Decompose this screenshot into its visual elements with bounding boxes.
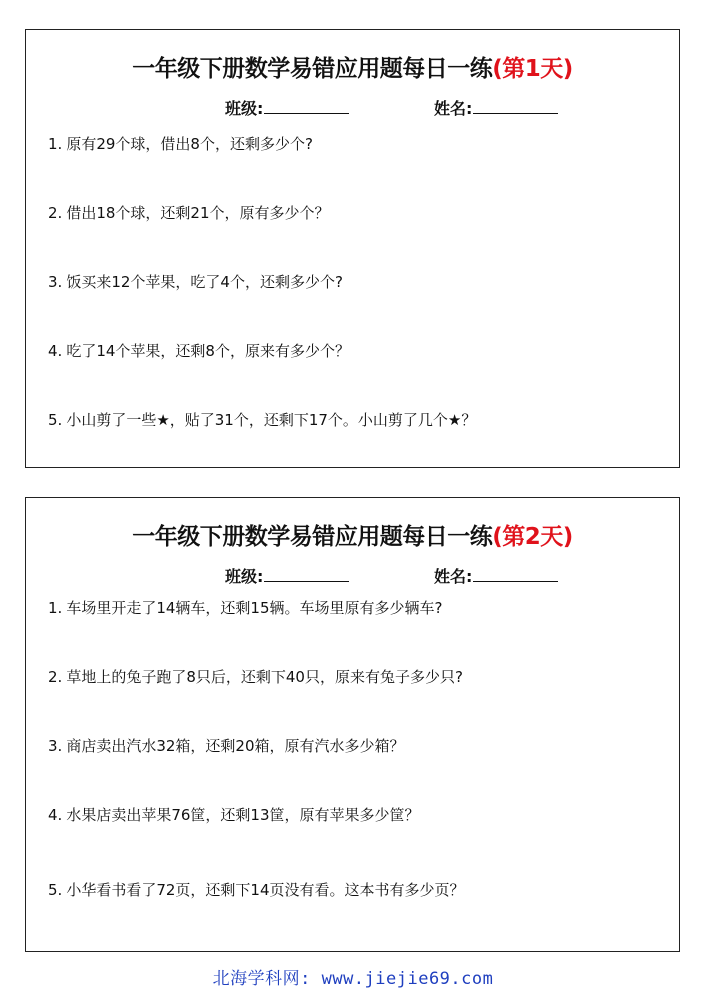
question-item (48, 879, 465, 900)
question-item (48, 271, 343, 292)
question-number: 2. (48, 204, 63, 222)
title-main: 一年级下册数学易错应用题每日一练 (132, 524, 493, 550)
name-label: 姓名: (434, 99, 473, 118)
student-info-row (26, 564, 679, 586)
question-number: 4. (48, 342, 63, 360)
class-field (225, 564, 349, 587)
question-text: 吃了14个苹果，还剩8个，原来有多少个？ (66, 342, 350, 360)
question-number: 5. (48, 881, 63, 899)
question-item (48, 340, 350, 361)
name-blank-line (473, 98, 558, 114)
class-field (225, 96, 349, 119)
title-day: (第1天) (492, 56, 573, 82)
question-number: 4. (48, 806, 63, 824)
question-item (48, 202, 330, 223)
question-number: 3. (48, 273, 63, 291)
question-number: 1. (48, 599, 63, 617)
question-number: 5. (48, 411, 63, 429)
name-label: 姓名: (434, 567, 473, 586)
worksheet-title (26, 50, 679, 83)
question-item (48, 666, 463, 687)
class-label: 班级: (225, 567, 264, 586)
question-item (48, 409, 476, 430)
question-text: 草地上的兔子跑了8只后，还剩下40只，原来有兔子多少只? (66, 668, 463, 686)
question-item (48, 735, 405, 756)
name-blank-line (473, 566, 558, 582)
question-item (48, 804, 420, 825)
question-text: 小山剪了一些★，贴了31个，还剩下17个。小山剪了几个★？ (66, 411, 477, 429)
title-main: 一年级下册数学易错应用题每日一练 (132, 56, 493, 82)
class-blank-line (264, 98, 349, 114)
worksheet-card-day-1 (25, 29, 680, 468)
question-text: 饭买来12个苹果，吃了4个，还剩多少个? (66, 273, 343, 291)
question-text: 水果店卖出苹果76筐，还剩13筐，原有苹果多少筐？ (66, 806, 420, 824)
class-label: 班级: (225, 99, 264, 118)
question-text: 商店卖出汽水32箱，还剩20箱，原有汽水多少箱？ (66, 737, 405, 755)
question-item (48, 597, 442, 618)
question-number: 2. (48, 668, 63, 686)
question-item (48, 133, 313, 154)
question-text: 车场里开走了14辆车，还剩15辆。车场里原有多少辆车? (66, 599, 443, 617)
worksheet-title (26, 518, 679, 551)
question-number: 3. (48, 737, 63, 755)
name-field (434, 96, 558, 119)
worksheet-card-day-2 (25, 497, 680, 952)
question-text: 小华看书看了72页，还剩下14页没有看。这本书有多少页？ (66, 881, 465, 899)
student-info-row (26, 96, 679, 118)
question-text: 借出18个球，还剩21个，原有多少个？ (66, 204, 330, 222)
name-field (434, 564, 558, 587)
question-text: 原有29个球，借出8个，还剩多少个? (66, 135, 313, 153)
title-day: (第2天) (492, 524, 573, 550)
class-blank-line (264, 566, 349, 582)
question-number: 1. (48, 135, 63, 153)
footer-website: 北海学科网: www.jiejie69.com (212, 969, 494, 989)
